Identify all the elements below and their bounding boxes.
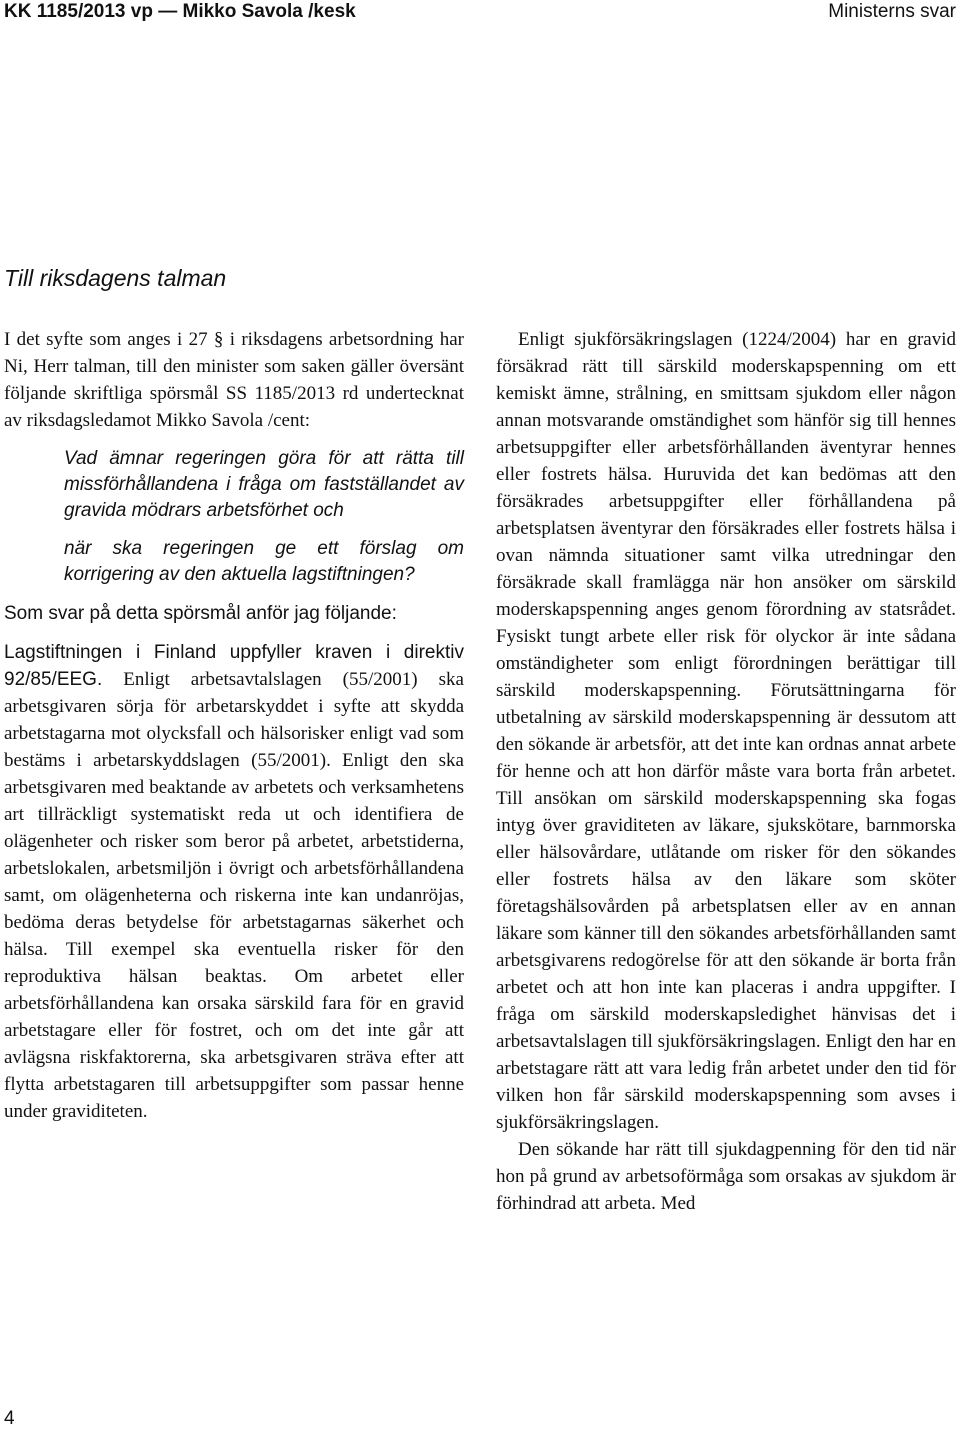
right-paragraph-2: Den sökande har rätt till sjukdagpenning för den tid när hon på grund av arbetsoförmåga som orsakas av sjukdom är förhindrad att arbeta. Med	[496, 1139, 956, 1214]
question-quote-1: Vad ämnar regeringen göra för att rätta till missförhållandena i fråga om fastställandet av gravida mödrars arbetsförhet och	[64, 448, 464, 521]
document-reference: KK 1185/2013 vp — Mikko Savola /kesk	[4, 1, 356, 22]
page-title: Till riksdagens talman	[4, 265, 227, 291]
answer-intro: Som svar på detta spörsmål anför jag följande:	[4, 603, 397, 624]
question-quote-2: när ska regeringen ge ett förslag om korrigering av den aktuella lagstiftningen?	[64, 538, 464, 585]
answer-body-paragraph	[4, 639, 464, 1125]
document-section-label: Ministerns svar	[828, 1, 956, 22]
right-column	[496, 326, 956, 1217]
answer-lead-sentence: Lagstiftningen i Finland uppfyller kraven i direktiv 92/85/EEG.	[4, 642, 464, 690]
intro-paragraph: I det syfte som anges i 27 § i riksdagens arbetsordning har Ni, Herr talman, till den minister som saken gäller översänt följande skriftliga spörsmål SS 1185/2013 rd undertecknat av riksdagsledamot Mikko Savola /cent:	[4, 329, 464, 431]
page-number: 4	[4, 1408, 15, 1429]
answer-body-text: Enligt arbetsavtalslagen (55/2001) ska arbetsgivaren sörja för arbetarskyddet i syfte att skydda arbetstagarna mot olycksfall och hälsorisker enligt vad som bestäms i arbetarskyddslagen (55/2001). Enligt den ska arbetsgivaren med beaktande av arbetets och verksamhetens art tillräckligt systematiskt reda ut och identifiera de olägenheter och risker som beror på arbetet, arbetstiderna, arbetslokalen, arbetsmiljön i övrigt och arbetsförhållandena samt, om olägenheterna och riskerna inte kan undanröjas, bedöma deras betydelse för arbetstagarnas säkerhet och hälsa. Till exempel ska eventuella risker för den reproduktiva hälsan beaktas. Om arbetet eller arbetsförhållandena kan orsaka särskild fara för en gravid arbetstagare eller för fostret, och om det inte går att avlägsna riskfaktorerna, ska arbetsgivaren sträva efter att flytta arbetstagaren till arbetsuppgifter som passar henne under graviditeten.	[4, 669, 464, 1122]
right-paragraph-1: Enligt sjukförsäkringslagen (1224/2004) har en gravid försäkrad rätt till särskild moderskapspenning om ett kemiskt ämne, strålning, en smittsam sjukdom eller någon annan motsvarande omständighet som hänför sig till hennes arbetsuppgifter eller arbetsförhållanden äventyrar hennes eller fostrets hälsa. Huruvida det kan bedömas att den försäkrades arbetsuppgifter eller förhållandena på arbetsplatsen äventyrar den försäkrades eller fostrets hälsa i ovan nämnda situationer samt vilka utredningar den försäkrade skall framlägga när hon ansöker om särskild moderskapspenning anges genom förordning av statsrådet. Fysiskt tungt arbete eller risk för olyckor är inte sådana omständigheter som enligt förordningen berättigar till särskild moderskapspenning. Förutsättningarna för utbetalning av särskild moderskapspenning är dessutom att den sökande är arbetsför, att det inte kan ordnas annat arbete för henne och att hon därför måste vara borta från arbetet. Till ansökan om särskild moderskapspenning ska fogas intyg över graviditeten av läkare, sjukskötare, barnmorska eller hälsovårdare, utlåtande om risker för den sökandes eller fostrets hälsa av den läkare som sköter företagshälsovården på arbetsplatsen eller av en annan läkare som känner till den sökandes arbetsförhållanden samt arbetsgivarens redogörelse för att den sökande är borta från arbetet och att hon inte kan placeras i andra uppgifter. I fråga om särskild moderskapsledighet hänvisas det i arbetsavtalslagen till sjukförsäkringslagen. Enligt den har en arbetstagare rätt att vara ledig från arbetet under den tid för vilken hon får särskild moderskapspenning som avses i sjukförsäkringslagen.	[496, 329, 956, 1133]
left-column	[4, 326, 464, 1125]
